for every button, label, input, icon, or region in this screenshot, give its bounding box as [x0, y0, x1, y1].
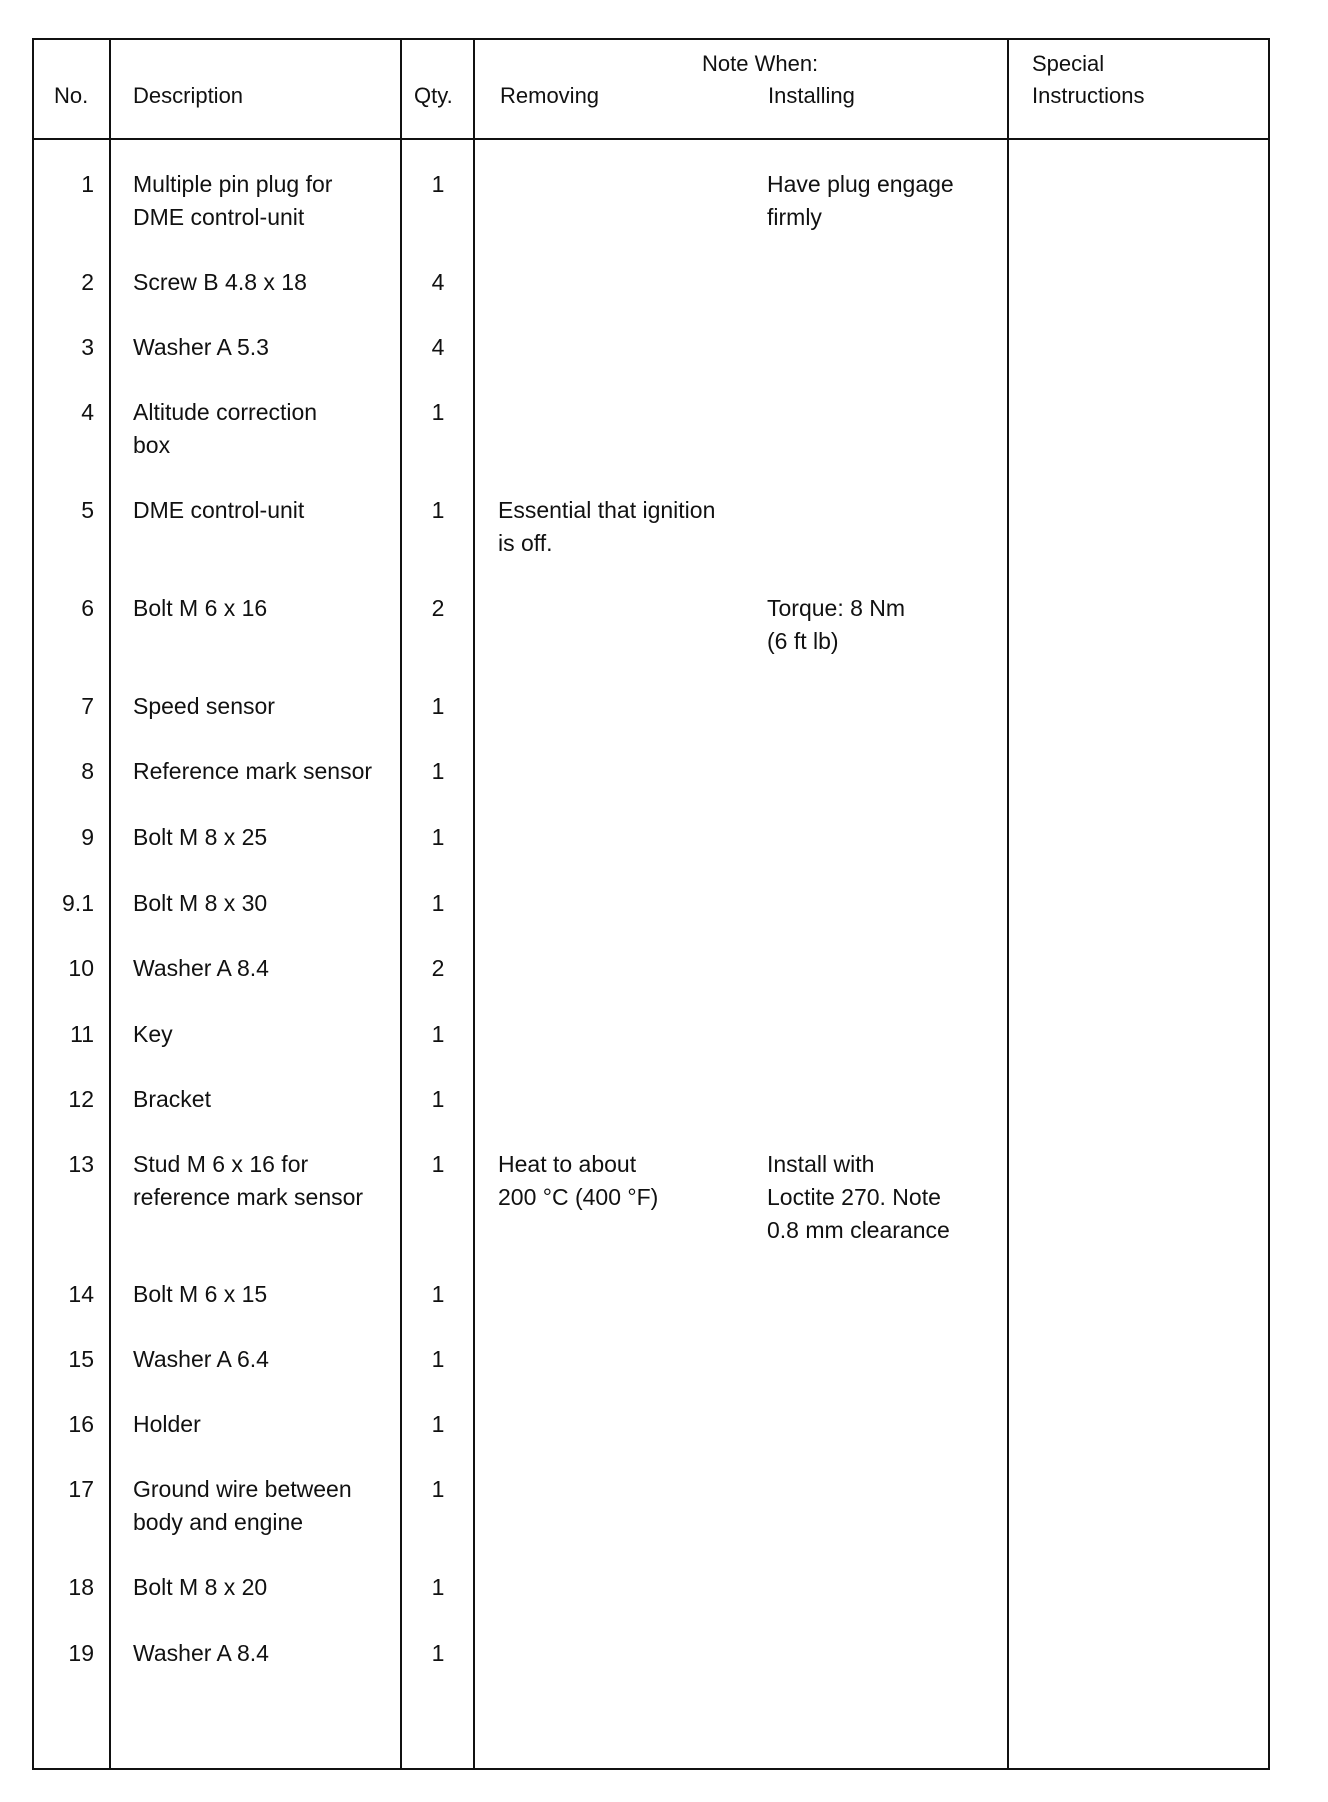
header-special-instructions: Special Instructions [1032, 51, 1145, 108]
row-description: Stud M 6 x 16 for reference mark sensor [133, 1151, 364, 1210]
row-number: 10 [68, 955, 94, 981]
row-description: Bolt M 8 x 20 [133, 1574, 268, 1600]
row-quantity: 1 [431, 1476, 445, 1502]
row-number: 16 [68, 1411, 94, 1437]
row-quantity: 4 [431, 269, 445, 295]
row-description: Washer A 5.3 [133, 334, 269, 360]
row-number: 3 [81, 334, 94, 360]
row-number: 7 [81, 693, 94, 719]
row-quantity: 1 [431, 1086, 445, 1112]
header-no: No. [54, 83, 89, 108]
row-description: DME control-unit [133, 497, 305, 523]
row-number: 19 [68, 1640, 94, 1666]
row-quantity: 1 [431, 497, 445, 523]
row-description: Altitude correction box [133, 399, 318, 458]
row-number: 17 [68, 1476, 94, 1502]
column-divider [400, 40, 402, 1768]
row-description: Bolt M 8 x 25 [133, 824, 268, 850]
row-number: 8 [81, 758, 94, 784]
row-quantity: 1 [431, 1021, 445, 1047]
row-installing-note: Torque: 8 Nm (6 ft lb) [767, 595, 906, 654]
row-quantity: 1 [431, 399, 445, 425]
row-quantity: 1 [431, 1151, 445, 1177]
column-divider [473, 40, 475, 1768]
row-removing-note: Heat to about 200 °C (400 °F) [498, 1151, 659, 1210]
row-description: Washer A 8.4 [133, 1640, 269, 1666]
row-number: 11 [70, 1021, 94, 1047]
row-description: Screw B 4.8 x 18 [133, 269, 307, 295]
row-number: 5 [81, 497, 94, 523]
row-number: 9.1 [62, 890, 94, 916]
row-number: 13 [68, 1151, 94, 1177]
parts-table [32, 38, 1270, 1770]
row-description: Ground wire between body and engine [133, 1476, 352, 1535]
row-quantity: 1 [431, 824, 445, 850]
row-number: 12 [68, 1086, 94, 1112]
header-installing: Installing [768, 83, 855, 108]
header-divider [34, 138, 1268, 140]
row-quantity: 1 [431, 171, 445, 197]
row-description: Bolt M 8 x 30 [133, 890, 268, 916]
header-description: Description [133, 83, 244, 108]
row-quantity: 4 [431, 334, 445, 360]
row-quantity: 1 [431, 693, 445, 719]
row-quantity: 1 [431, 1640, 445, 1666]
row-installing-note: Install with Loctite 270. Note 0.8 mm clearance [767, 1151, 950, 1243]
row-number: 15 [68, 1346, 94, 1372]
row-removing-note: Essential that ignition is off. [498, 497, 716, 556]
row-description: Holder [133, 1411, 201, 1437]
column-divider [1007, 40, 1009, 1768]
row-number: 1 [81, 171, 94, 197]
row-number: 2 [81, 269, 94, 295]
row-number: 6 [81, 595, 94, 621]
row-description: Key [133, 1021, 173, 1047]
header-note-when: Note When: [702, 51, 819, 76]
row-quantity: 2 [431, 595, 445, 621]
row-quantity: 1 [431, 758, 445, 784]
row-description: Washer A 8.4 [133, 955, 269, 981]
header-qty: Qty. [414, 83, 453, 108]
row-quantity: 2 [431, 955, 445, 981]
header-removing: Removing [500, 83, 600, 108]
row-description: Washer A 6.4 [133, 1346, 269, 1372]
row-description: Bolt M 6 x 15 [133, 1281, 268, 1307]
row-quantity: 1 [431, 890, 445, 916]
row-description: Bolt M 6 x 16 [133, 595, 268, 621]
row-number: 18 [68, 1574, 94, 1600]
column-divider [109, 40, 111, 1768]
row-description: Speed sensor [133, 693, 275, 719]
row-installing-note: Have plug engage firmly [767, 171, 954, 230]
row-description: Bracket [133, 1086, 211, 1112]
row-number: 4 [81, 399, 94, 425]
row-quantity: 1 [431, 1411, 445, 1437]
row-description: Multiple pin plug for DME control-unit [133, 171, 333, 230]
row-number: 9 [81, 824, 94, 850]
row-description: Reference mark sensor [133, 758, 373, 784]
row-number: 14 [68, 1281, 94, 1307]
row-quantity: 1 [431, 1346, 445, 1372]
row-quantity: 1 [431, 1281, 445, 1307]
row-quantity: 1 [431, 1574, 445, 1600]
